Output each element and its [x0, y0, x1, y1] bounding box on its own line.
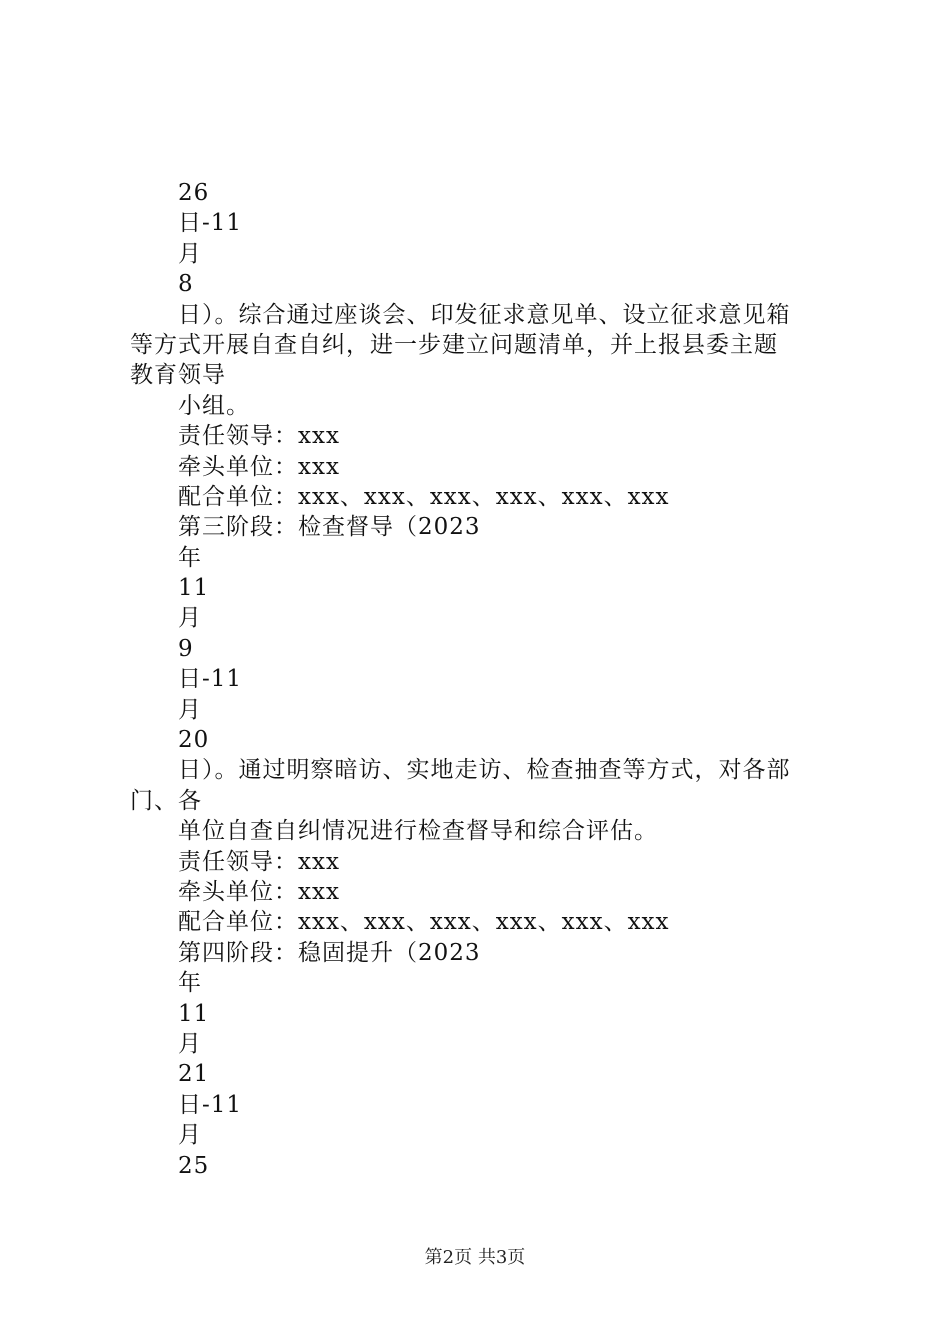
text-line: 月: [178, 1030, 202, 1057]
page-footer: 第2页 共3页: [424, 1247, 526, 1268]
text-line: 日）。综合通过座谈会、印发征求意见单、设立征求意见箱: [178, 301, 791, 328]
text-line: 9: [178, 635, 194, 662]
text-line: 日）。通过明察暗访、实地走访、检查抽查等方式，对各部: [178, 757, 791, 784]
text-line: 日-11: [178, 1091, 243, 1118]
text-line: 配合单位：xxx、xxx、xxx、xxx、xxx、xxx: [178, 483, 670, 510]
text-line: 牵头单位：xxx: [178, 453, 340, 480]
text-line: 年: [178, 970, 202, 997]
text-line: 21: [178, 1061, 210, 1088]
section-heading: 第三阶段：检查督导（2023: [178, 514, 481, 541]
text-line: 责任领导：xxx: [178, 423, 340, 450]
text-line: 月: [178, 605, 202, 632]
text-line: 11: [178, 575, 210, 602]
text-line: 牵头单位：xxx: [178, 878, 340, 905]
text-line: 单位自查自纠情况进行检查督导和综合评估。: [178, 818, 658, 845]
text-line: 门、各: [130, 787, 202, 814]
text-line: 月: [178, 696, 202, 723]
text-line: 责任领导：xxx: [178, 848, 340, 875]
text-line: 日-11: [178, 666, 243, 693]
section-heading: 第四阶段：稳固提升（2023: [178, 939, 481, 966]
text-line: 等方式开展自查自纠，进一步建立问题清单，并上报县委主题: [130, 331, 778, 358]
text-line: 20: [178, 727, 210, 754]
text-line: 年: [178, 544, 202, 571]
text-line: 月: [178, 240, 202, 267]
text-line: 小组。: [178, 392, 250, 419]
text-line: 日-11: [178, 210, 243, 237]
text-line: 月: [178, 1122, 202, 1149]
text-line: 11: [178, 1000, 210, 1027]
text-line: 25: [178, 1152, 210, 1179]
text-line: 配合单位：xxx、xxx、xxx、xxx、xxx、xxx: [178, 909, 670, 936]
document-body: [130, 178, 840, 1181]
text-line: 26: [178, 180, 210, 206]
text-line: 教育领导: [130, 362, 226, 389]
text-line: 8: [178, 271, 194, 298]
